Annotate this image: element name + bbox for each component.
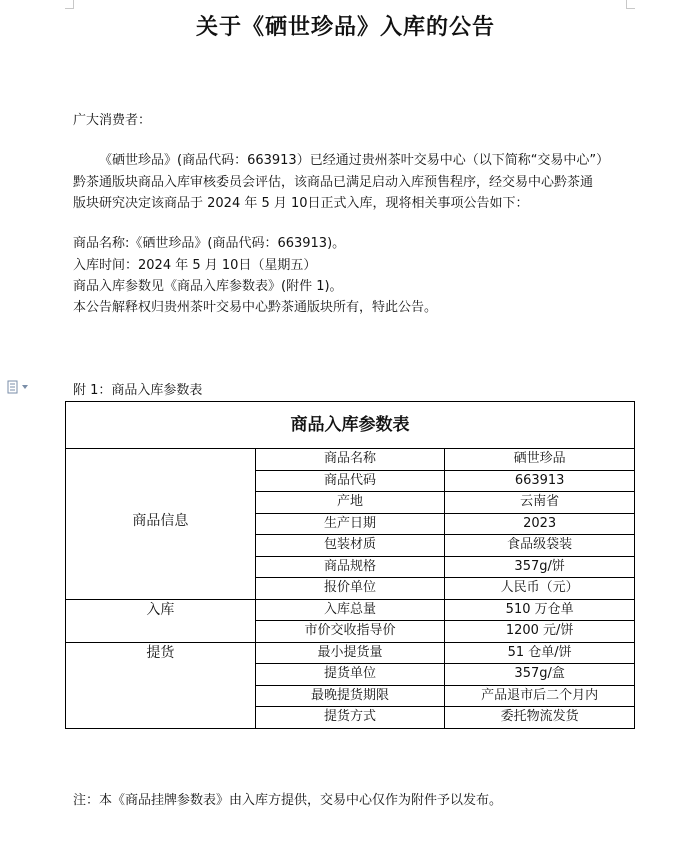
intro-paragraph <box>73 150 633 215</box>
row-key: 产地 <box>255 492 445 514</box>
row-value: 357g/盒 <box>445 664 635 686</box>
paste-options-icon[interactable] <box>7 380 29 394</box>
row-key: 商品名称 <box>255 449 445 471</box>
row-key: 最晚提货期限 <box>255 685 445 707</box>
row-value: 食品级袋装 <box>445 535 635 557</box>
row-value: 663913 <box>445 470 635 492</box>
group-label-pickup: 提货 <box>66 642 256 728</box>
row-value: 1200 元/饼 <box>445 621 635 643</box>
row-key: 商品规格 <box>255 556 445 578</box>
table-caption: 商品入库参数表 <box>66 402 635 449</box>
row-key: 生产日期 <box>255 513 445 535</box>
row-key: 最小提货量 <box>255 642 445 664</box>
page-corner-mark-left <box>65 0 74 9</box>
intro-line: 版块研究决定该商品于 2024 年 5 月 10日正式入库，现将相关事项公告如下： <box>73 196 529 211</box>
item-interpretation: 本公告解释权归贵州茶叶交易中心黔茶通版块所有，特此公告。 <box>73 300 438 315</box>
intro-line: 《硒世珍品》(商品代码：663913）已经通过贵州茶叶交易中心（以下简称“交易中心”） <box>99 153 610 168</box>
group-label-storage: 入库 <box>66 599 256 642</box>
params-table <box>65 401 635 729</box>
row-key: 提货方式 <box>255 707 445 729</box>
row-value: 2023 <box>445 513 635 535</box>
row-value: 委托物流发货 <box>445 707 635 729</box>
row-value: 产品退市后二个月内 <box>445 685 635 707</box>
row-value: 357g/饼 <box>445 556 635 578</box>
row-value: 云南省 <box>445 492 635 514</box>
footnote: 注：本《商品挂牌参数表》由入库方提供，交易中心仅作为附件予以发布。 <box>73 793 503 808</box>
row-key: 报价单位 <box>255 578 445 600</box>
intro-line: 黔茶通版块商品入库审核委员会评估，该商品已满足启动入库预售程序，经交易中心黔茶通 <box>73 174 594 190</box>
row-key: 包装材质 <box>255 535 445 557</box>
document-title: 关于《硒世珍品》入库的公告 <box>195 14 495 40</box>
row-key: 市价交收指导价 <box>255 621 445 643</box>
page-corner-mark-right <box>626 0 635 9</box>
attachment-label: 附 1：商品入库参数表 <box>73 383 203 398</box>
greeting: 广大消费者： <box>73 113 152 128</box>
item-product-name: 商品名称:《硒世珍品》(商品代码：663913)。 <box>73 236 346 251</box>
group-label-product-info: 商品信息 <box>66 449 256 600</box>
row-value: 510 万仓单 <box>445 599 635 621</box>
row-value: 51 仓单/饼 <box>445 642 635 664</box>
row-value: 人民币（元） <box>445 578 635 600</box>
row-key: 商品代码 <box>255 470 445 492</box>
item-params-ref: 商品入库参数见《商品入库参数表》(附件 1)。 <box>73 279 343 294</box>
row-key: 入库总量 <box>255 599 445 621</box>
item-listing-date: 入库时间：2024 年 5 月 10日（星期五） <box>73 258 317 273</box>
row-key: 提货单位 <box>255 664 445 686</box>
row-value: 硒世珍品 <box>445 449 635 471</box>
